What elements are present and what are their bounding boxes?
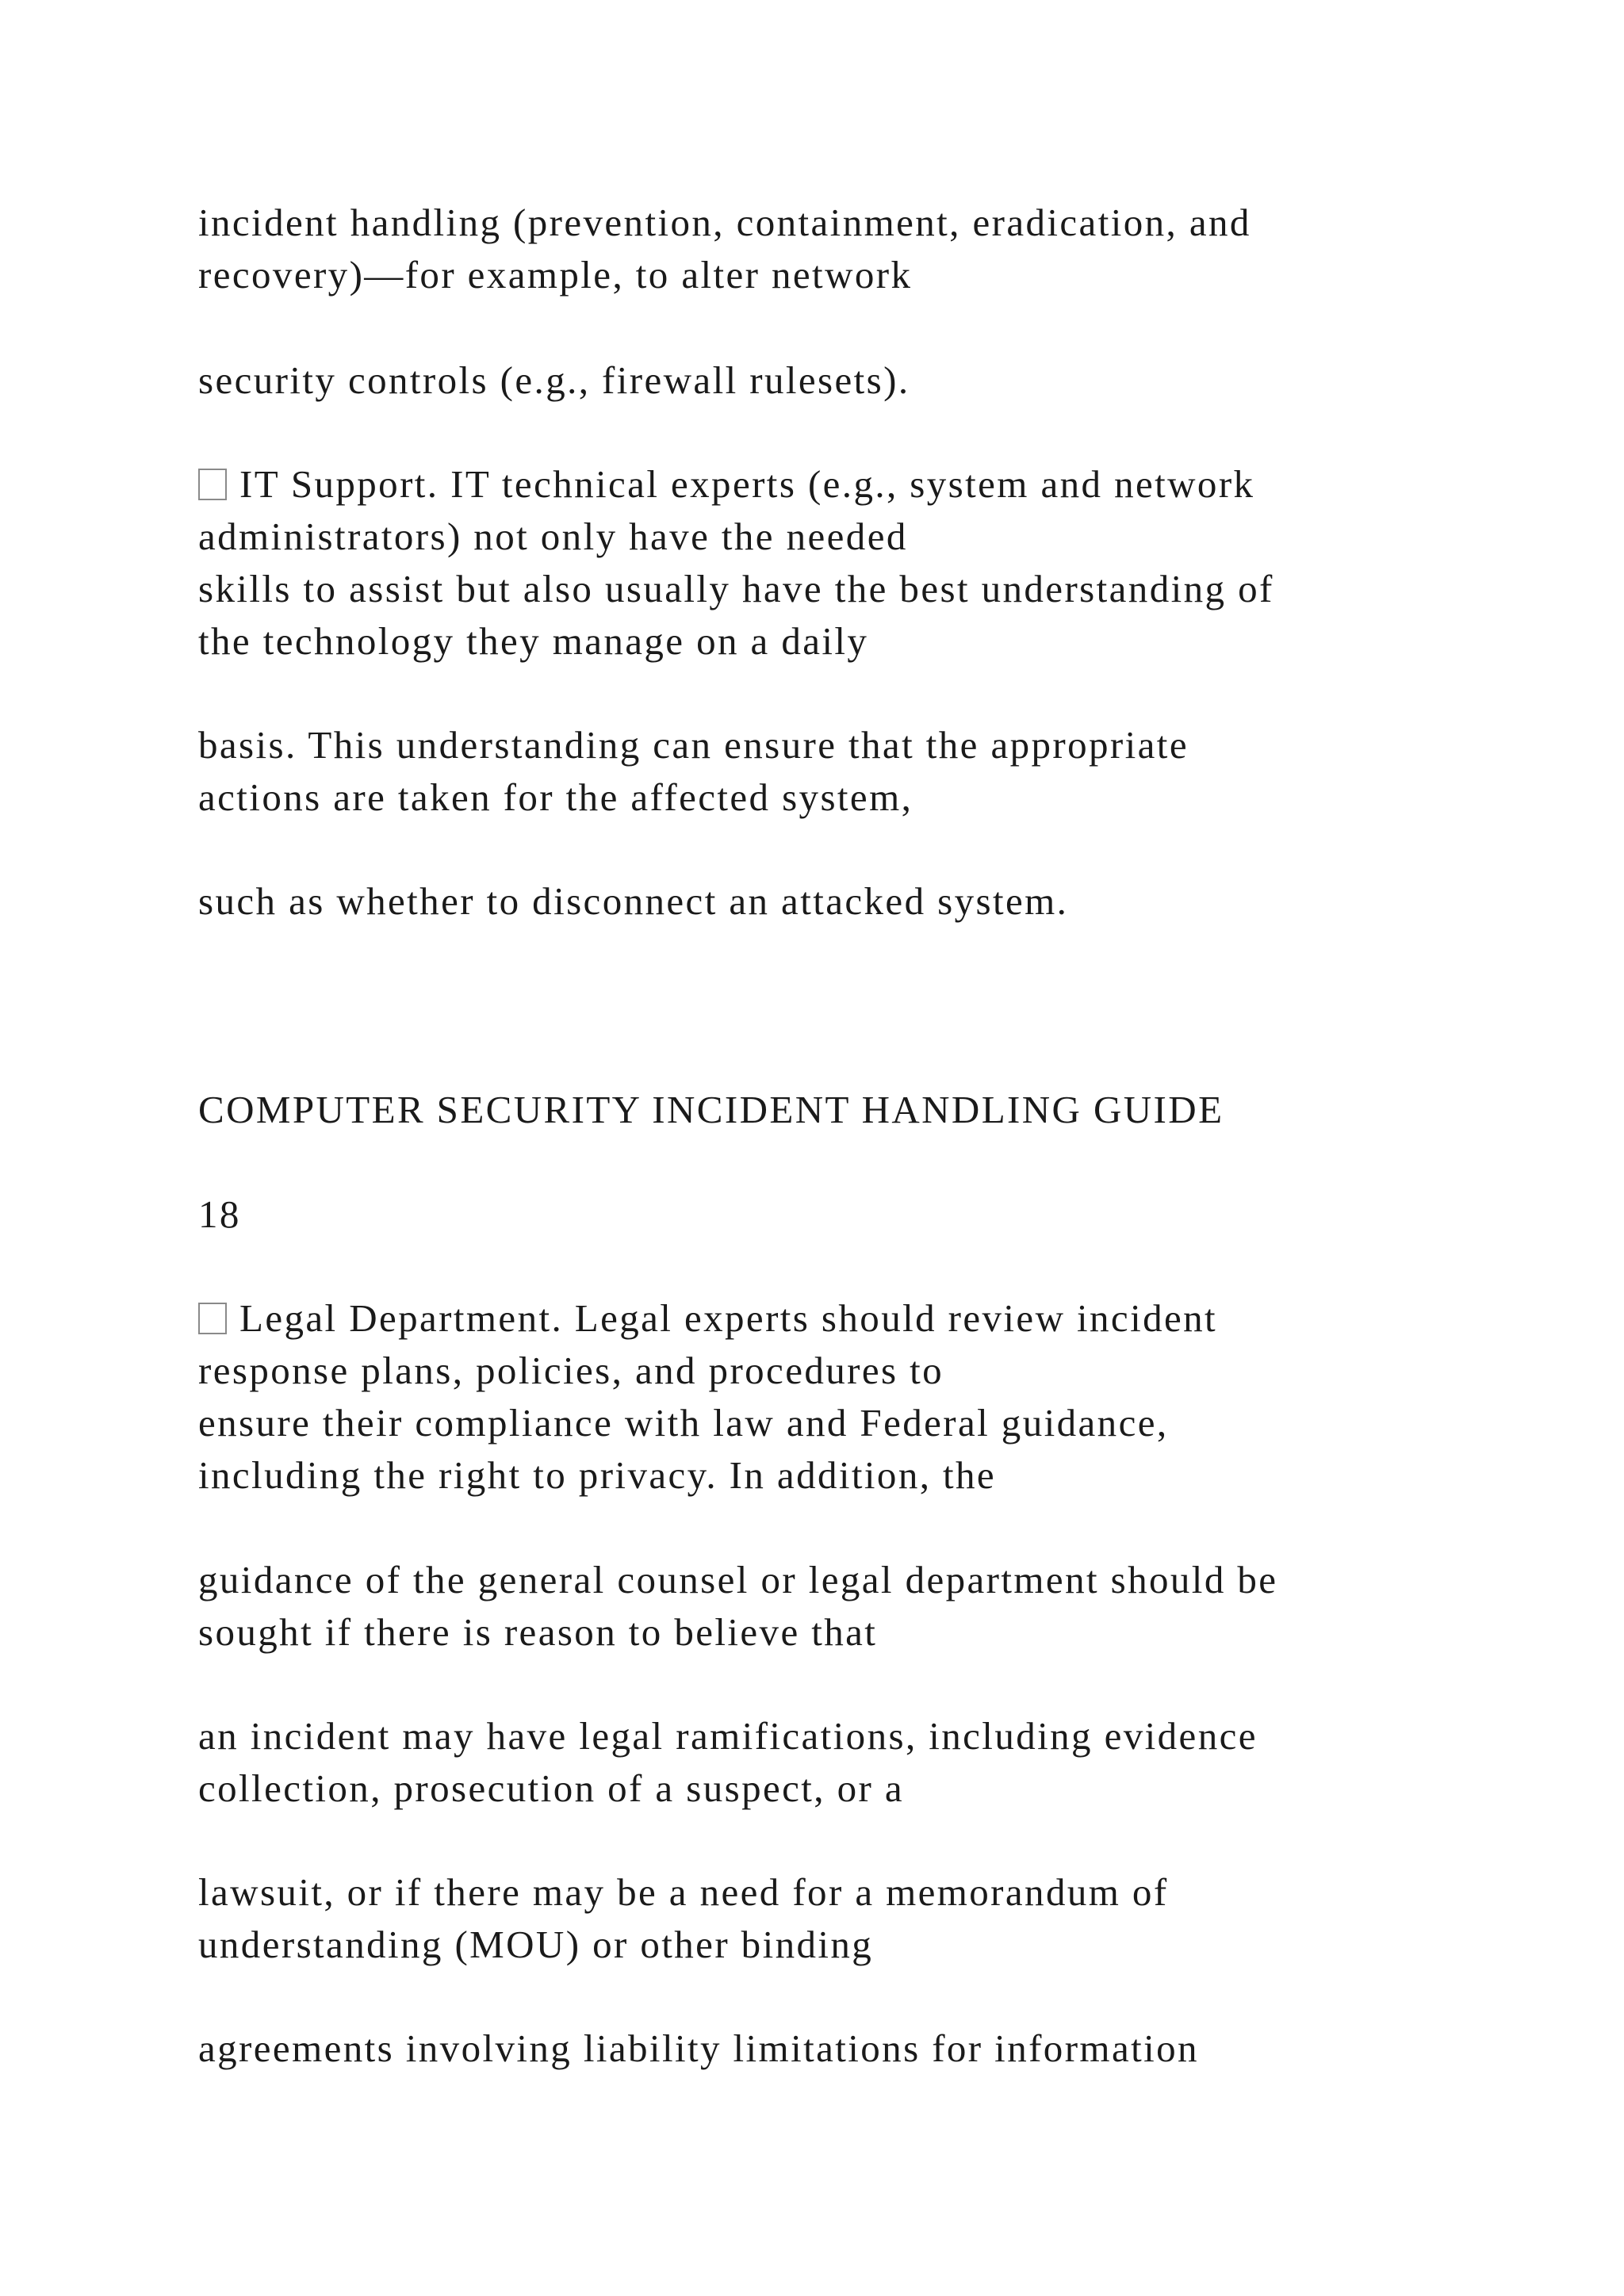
text-line: administrators) not only have the needed [198,515,908,558]
text-line: ensure their compliance with law and Federal guidance, [198,1401,1169,1445]
text-line: such as whether to disconnect an attacked system. [198,879,1069,923]
text-line: understanding (MOU) or other binding [198,1923,874,1966]
text-line: response plans, policies, and procedures to [198,1349,944,1392]
text-line: security controls (e.g., firewall rulesets). [198,358,910,402]
missing-glyph-bullet-icon [198,469,227,500]
text-line: skills to assist but also usually have the best understanding of [198,567,1274,610]
text-line: agreements involving liability limitations for information [198,2026,1199,2070]
text-line: guidance of the general counsel or legal department should be [198,1558,1278,1601]
text-line: lawsuit, or if there may be a need for a memorandum of [198,1870,1169,1914]
text-line: the technology they manage on a daily [198,619,869,663]
text-line: actions are taken for the affected system, [198,775,914,819]
text-line: incident handling (prevention, containment, eradication, and [198,201,1251,244]
text-line: Legal Department. Legal experts should review incident [239,1296,1218,1340]
running-header: COMPUTER SECURITY INCIDENT HANDLING GUIDE [198,1088,1224,1131]
text-line: sought if there is reason to believe that [198,1610,878,1654]
bullet-line [198,1292,1217,1345]
missing-glyph-bullet-icon [198,1303,227,1334]
bullet-line [198,458,1254,511]
page-number: 18 [198,1192,241,1236]
text-line: including the right to privacy. In addition, the [198,1453,997,1497]
text-line: collection, prosecution of a suspect, or a [198,1766,904,1810]
text-line: an incident may have legal ramifications, including evidence [198,1714,1258,1758]
text-line: IT Support. IT technical experts (e.g., system and network [239,462,1255,506]
text-line: basis. This understanding can ensure that the appropriate [198,723,1189,767]
text-line: recovery)—for example, to alter network [198,253,913,297]
